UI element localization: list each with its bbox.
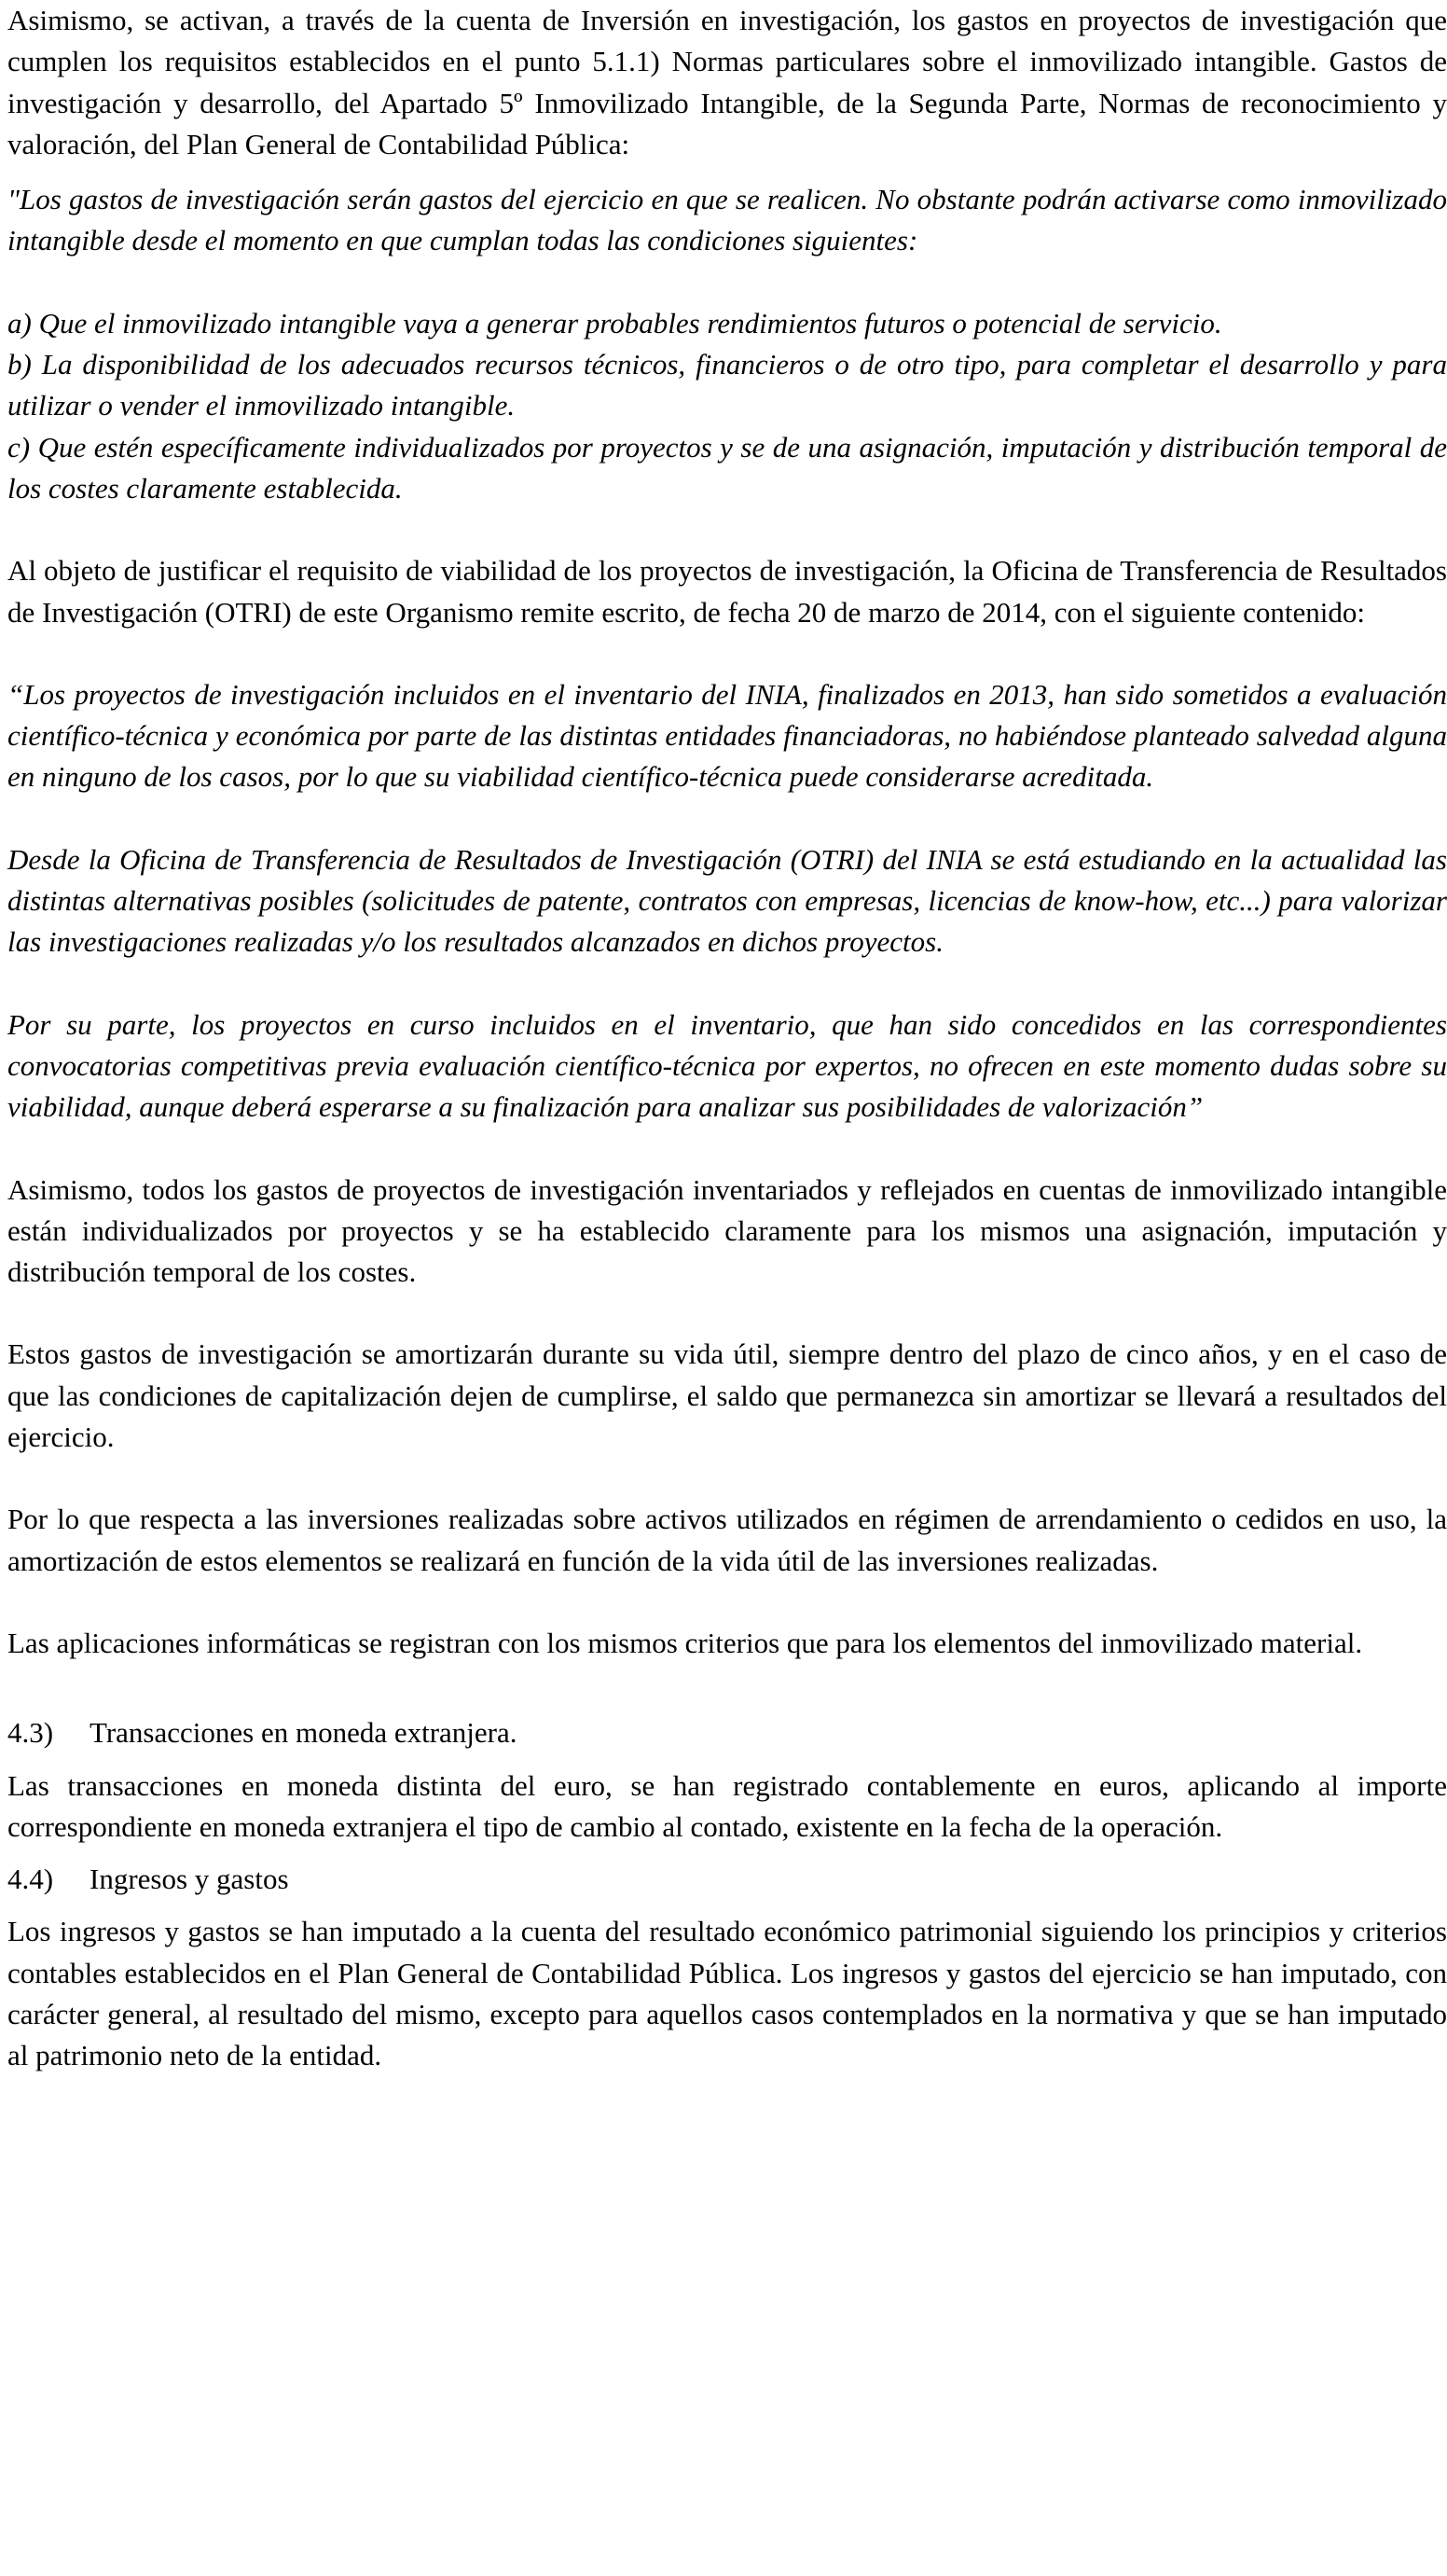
section-number: 4.4) bbox=[7, 1863, 54, 1896]
paragraph-arrendamiento: Por lo que respecta a las inversiones realizadas sobre activos utilizados en régimen de arrendamiento o cedidos en uso, la amortización de estos elementos se realizará en función de la vida útil de las inversiones realizadas. bbox=[7, 1503, 1447, 1577]
quote-gastos-investigacion: "Los gastos de investigación serán gastos del ejercicio en que se realicen. No obstante podrán activarse como inmovilizado intangible desde el momento en que cumplan todas las condiciones siguientes: bbox=[7, 183, 1447, 257]
condition-c: c) Que estén específicamente individualizados por proyectos y se de una asignación, imputación y distribución temporal de los costes claramente establecida. bbox=[7, 430, 1447, 505]
paragraph-gastos-individualizados: Asimismo, todos los gastos de proyectos de investigación inventariados y reflejados en cuentas de inmovilizado intangible están individualizados por proyectos y se ha establecido claramente para los mismos una asignación, imputación y distribución temporal de los costes. bbox=[7, 1172, 1447, 1289]
paragraph-otri-escrito: Al objeto de justificar el requisito de viabilidad de los proyectos de investigación, la Oficina de Transferencia de Resultados de Investigación (OTRI) de este Organismo remite escrito, de fecha 20 de marzo de 2014, con el siguiente contenido: bbox=[7, 554, 1447, 629]
condition-a: a) Que el inmovilizado intangible vaya a generar probables rendimientos futuros o potencial de servicio. bbox=[7, 306, 1222, 339]
quote-proyectos-finalizados: “Los proyectos de investigación incluidos en el inventario del INIA, finalizados en 2013, han sido sometidos a evaluación científico-técnica y económica por parte de las distintas entidades financiadoras, no habiéndose planteado salvedad alguna en ninguno de los casos, por lo que su viabilidad científico-técnica puede considerarse acreditada. bbox=[7, 677, 1447, 794]
paragraph-aplicaciones-informaticas: Las aplicaciones informáticas se registran con los mismos criterios que para los elementos del inmovilizado material. bbox=[7, 1626, 1363, 1659]
section-heading-4-4 bbox=[7, 1859, 1447, 1900]
section-title: Transacciones en moneda extranjera. bbox=[90, 1716, 517, 1750]
section-heading-4-3 bbox=[7, 1712, 1447, 1753]
condition-b: b) La disponibilidad de los adecuados recursos técnicos, financieros o de otro tipo, para completar el desarrollo y para utilizar o vender el inmovilizado intangible. bbox=[7, 348, 1447, 422]
document-page bbox=[7, 0, 1447, 2077]
section-number: 4.3) bbox=[7, 1716, 54, 1750]
quote-proyectos-en-curso: Por su parte, los proyectos en curso incluidos en el inventario, que han sido concedidos en las correspondientes convocatorias competitivas previa evaluación científico-técnica por expertos, no ofrecen en este momento dudas sobre su viabilidad, aunque deberá esperarse a su finalización para analizar sus posibilidades de valorización” bbox=[7, 1007, 1447, 1124]
section-title: Ingresos y gastos bbox=[90, 1863, 289, 1896]
paragraph-ingresos-gastos: Los ingresos y gastos se han imputado a la cuenta del resultado económico patrimonial siguiendo los principios y criterios contables establecidos en el Plan General de Contabilidad Pública. Los ingresos y gastos del ejercicio se han imputado, con carácter general, al resultado del mismo, excepto para aquellos casos contemplados en la normativa y que se han imputado al patrimonio neto de la entidad. bbox=[7, 1915, 1447, 2072]
paragraph-transacciones-moneda: Las transacciones en moneda distinta del euro, se han registrado contablemente en euros, aplicando al importe correspondiente en moneda extranjera el tipo de cambio al contado, existente en la fecha de la operación. bbox=[7, 1768, 1447, 1843]
paragraph-amortizacion: Estos gastos de investigación se amortizarán durante su vida útil, siempre dentro del plazo de cinco años, y en el caso de que las condiciones de capitalización dejen de cumplirse, el saldo que permanezca sin amortizar se llevará a resultados del ejercicio. bbox=[7, 1337, 1447, 1454]
quote-otri-alternativas: Desde la Oficina de Transferencia de Resultados de Investigación (OTRI) del INIA se está estudiando en la actualidad las distintas alternativas posibles (solicitudes de patente, contratos con empresas, licencias de know-how, etc...) para valorizar las investigaciones realizadas y/o los resultados alcanzados en dichos proyectos. bbox=[7, 842, 1447, 959]
paragraph-inversion-investigacion: Asimismo, se activan, a través de la cuenta de Inversión en investigación, los gastos en proyectos de investigación que cumplen los requisitos establecidos en el punto 5.1.1) Normas particulares sobre el inmovilizado intangible. Gastos de investigación y desarrollo, del Apartado 5º Inmovilizado Intangible, de la Segunda Parte, Normas de reconocimiento y valoración, del Plan General de Contabilidad Pública: bbox=[7, 4, 1447, 160]
